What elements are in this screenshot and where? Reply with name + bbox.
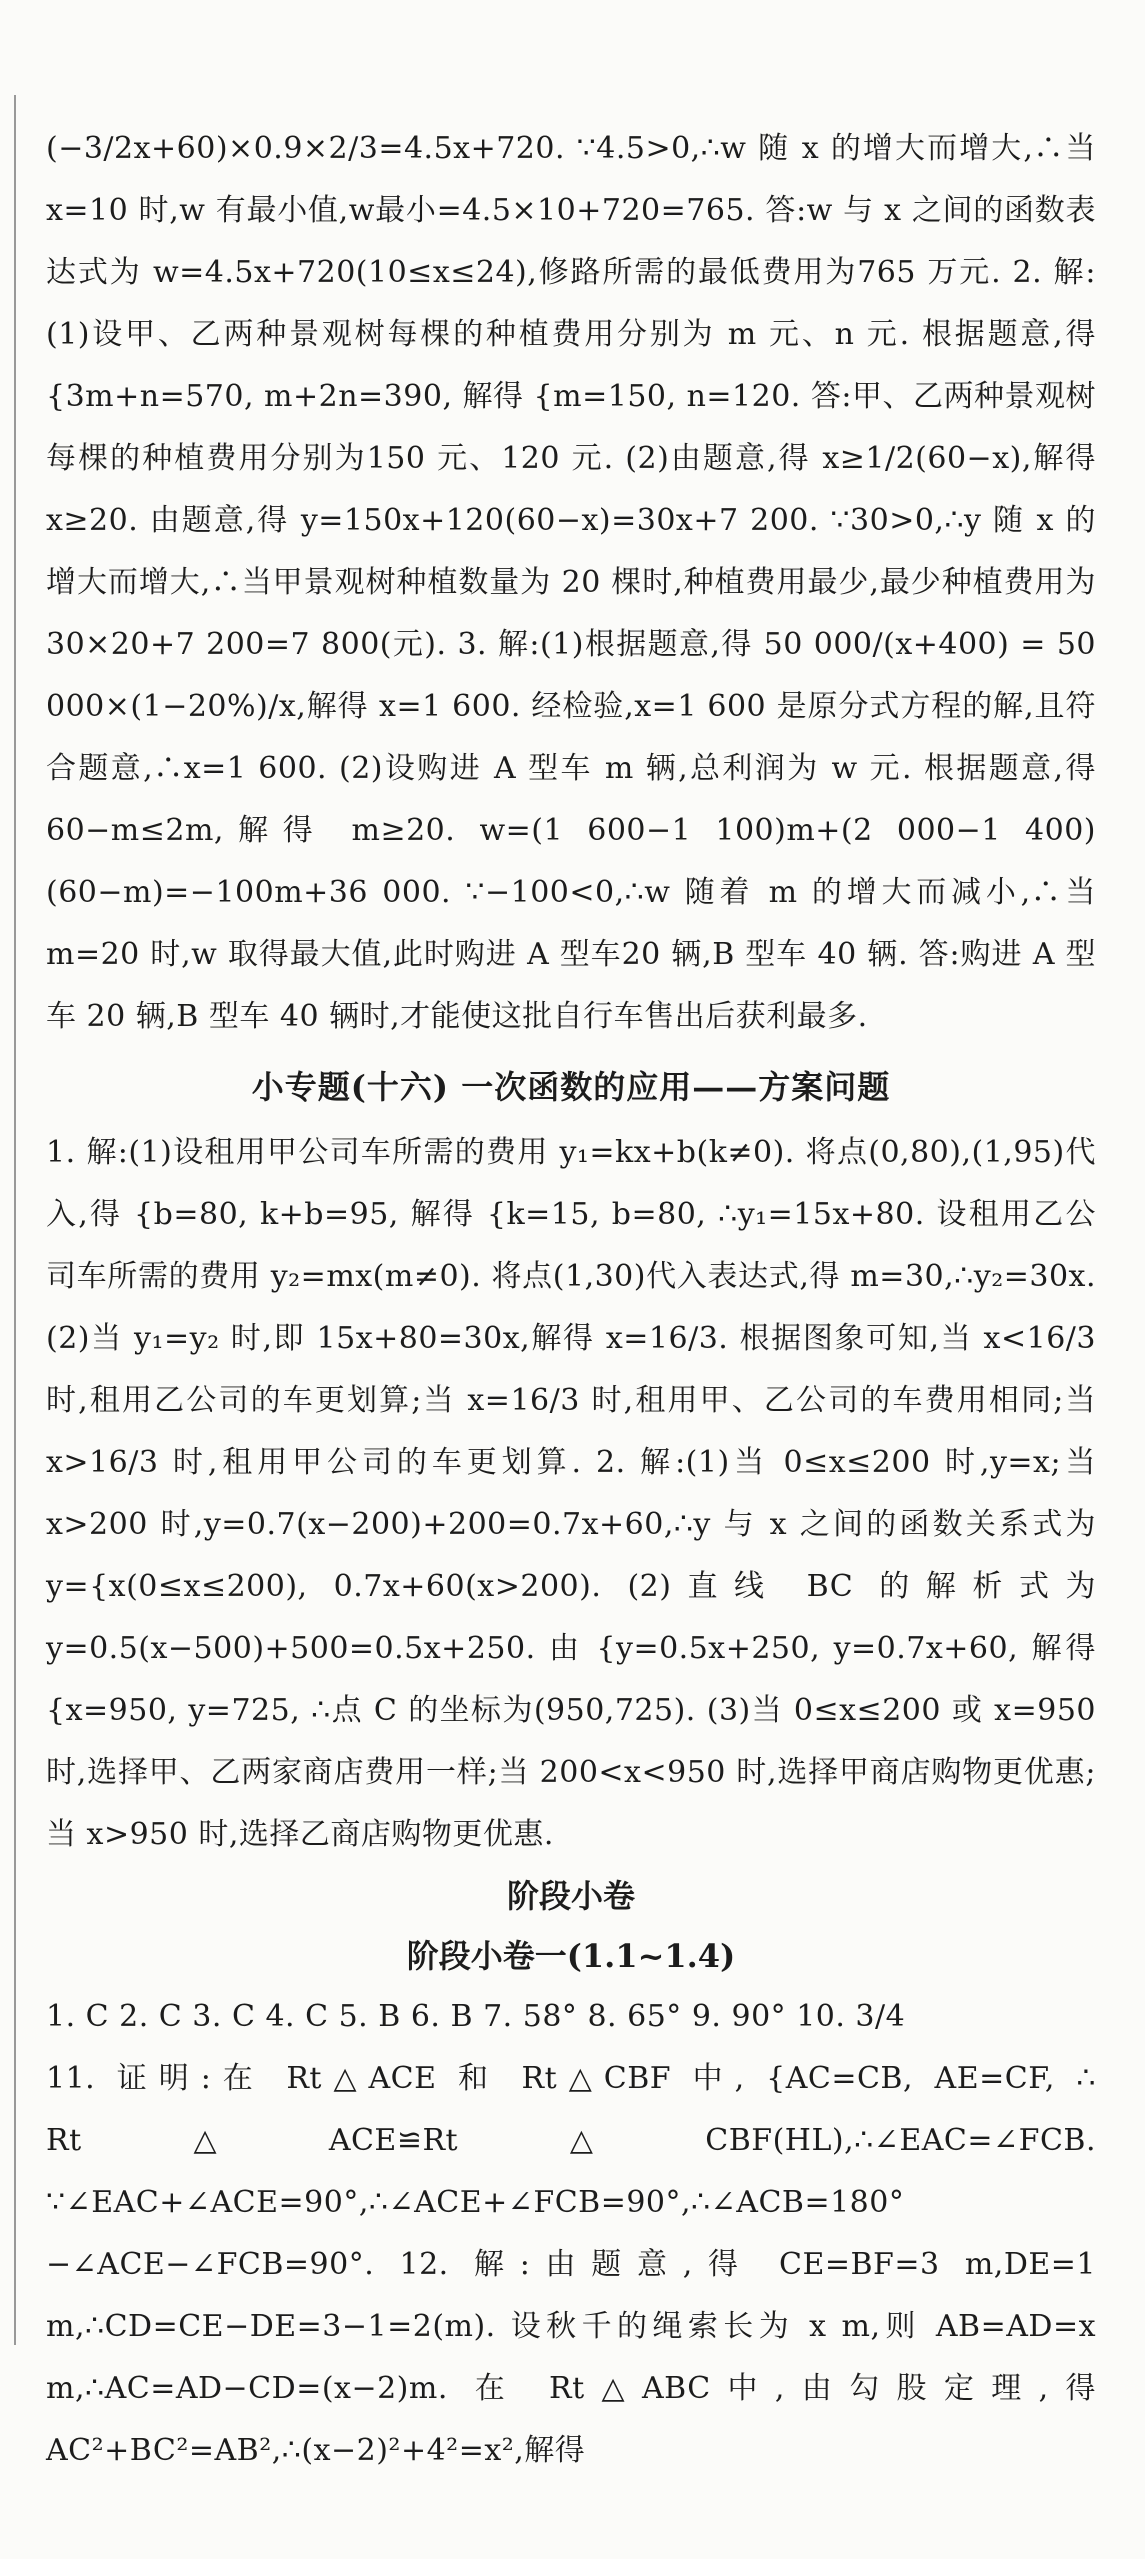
answer-choices-line: 1. C 2. C 3. C 4. C 5. B 6. B 7. 58° 8. 65° 9. 90° 10. 3/4 xyxy=(46,1999,906,2034)
section-heading-stage: 阶段小卷 xyxy=(506,1877,635,1915)
section-heading-topic: 小专题(十六) 一次函数的应用——方案问题 xyxy=(251,1068,891,1106)
section-heading-stage-sub: 阶段小卷一(1.1~1.4) xyxy=(406,1937,736,1975)
answer-page xyxy=(46,118,1096,2482)
left-margin-rule xyxy=(14,95,16,2345)
answer-paragraph-1: (−3/2x+60)×0.9×2/3=4.5x+720. ∵4.5>0,∴w 随 x 的增大而增大,∴当 x=10 时,w 有最小值,w最小=4.5×10+720=765. 答:w 与 x 之间的函数表达式为 w=4.5x+720(10≤x≤24),修路所需的最低费用为765 万元. 2. 解:(1)设甲、乙两种景观树每棵的种植费用分别为 m 元、n 元. 根据题意,得 {3m+n=570, m+2n=390, 解得 {m=150, n=120. 答:甲、乙两种景观树每棵的种植费用分别为150 元、120 元. (2)由题意,得 x≥1/2(60−x),解得 x≥20. 由题意,得 y=150x+120(60−x)=30x+7 200. ∵30>0,∴y 随 x 的增大而增大,∴当甲景观树种植数量为 20 棵时,种植费用最少,最少种植费用为 30×20+7 200=7 800(元). 3. 解:(1)根据题意,得 50 000/(x+400) = 50 000×(1−20%)/x,解得 x=1 600. 经检验,x=1 600 是原分式方程的解,且符合题意,∴x=1 600. (2)设购进 A 型车 m 辆,总利润为 w 元. 根据题意,得 60−m≤2m,解得 m≥20. w=(1 600−1 100)m+(2 000−1 400)(60−m)=−100m+36 000. ∵−100<0,∴w 随着 m 的增大而减小,∴当 m=20 时,w 取得最大值,此时购进 A 型车20 辆,B 型车 40 辆. 答:购进 A 型车 20 辆,B 型车 40 辆时,才能使这批自行车售出后获利最多. xyxy=(46,131,1096,1034)
answer-paragraph-2: 1. 解:(1)设租用甲公司车所需的费用 y₁=kx+b(k≠0). 将点(0,80),(1,95)代入,得 {b=80, k+b=95, 解得 {k=15, b=80, ∴y₁=15x+80. 设租用乙公司车所需的费用 y₂=mx(m≠0). 将点(1,30)代入表达式,得 m=30,∴y₂=30x. (2)当 y₁=y₂ 时,即 15x+80=30x,解得 x=16/3. 根据图象可知,当 x<16/3 时,租用乙公司的车更划算;当 x=16/3 时,租用甲、乙公司的车费用相同;当 x>16/3 时,租用甲公司的车更划算. 2. 解:(1)当 0≤x≤200 时,y=x;当 x>200 时,y=0.7(x−200)+200=0.7x+60,∴y 与 x 之间的函数关系式为 y={x(0≤x≤200), 0.7x+60(x>200). (2)直线 BC 的解析式为 y=0.5(x−500)+500=0.5x+250. 由 {y=0.5x+250, y=0.7x+60, 解得 {x=950, y=725, ∴点 C 的坐标为(950,725). (3)当 0≤x≤200 或 x=950 时,选择甲、乙两家商店费用一样;当 200<x<950 时,选择甲商店购物更优惠;当 x>950 时,选择乙商店购物更优惠. xyxy=(46,1135,1096,1852)
answer-paragraph-3: 11. 证明:在 Rt△ACE 和 Rt△CBF 中, {AC=CB, AE=CF, ∴ Rt△ACE≌Rt△CBF(HL),∴∠EAC=∠FCB. ∵∠EAC+∠ACE=90°,∴∠ACE+∠FCB=90°,∴∠ACB=180°−∠ACE−∠FCB=90°. 12. 解:由题意,得 CE=BF=3 m,DE=1 m,∴CD=CE−DE=3−1=2(m). 设秋千的绳索长为 x m,则 AB=AD=x m,∴AC=AD−CD=(x−2)m. 在 Rt△ABC中,由勾股定理,得 AC²+BC²=AB²,∴(x−2)²+4²=x²,解得 xyxy=(46,2061,1096,2468)
